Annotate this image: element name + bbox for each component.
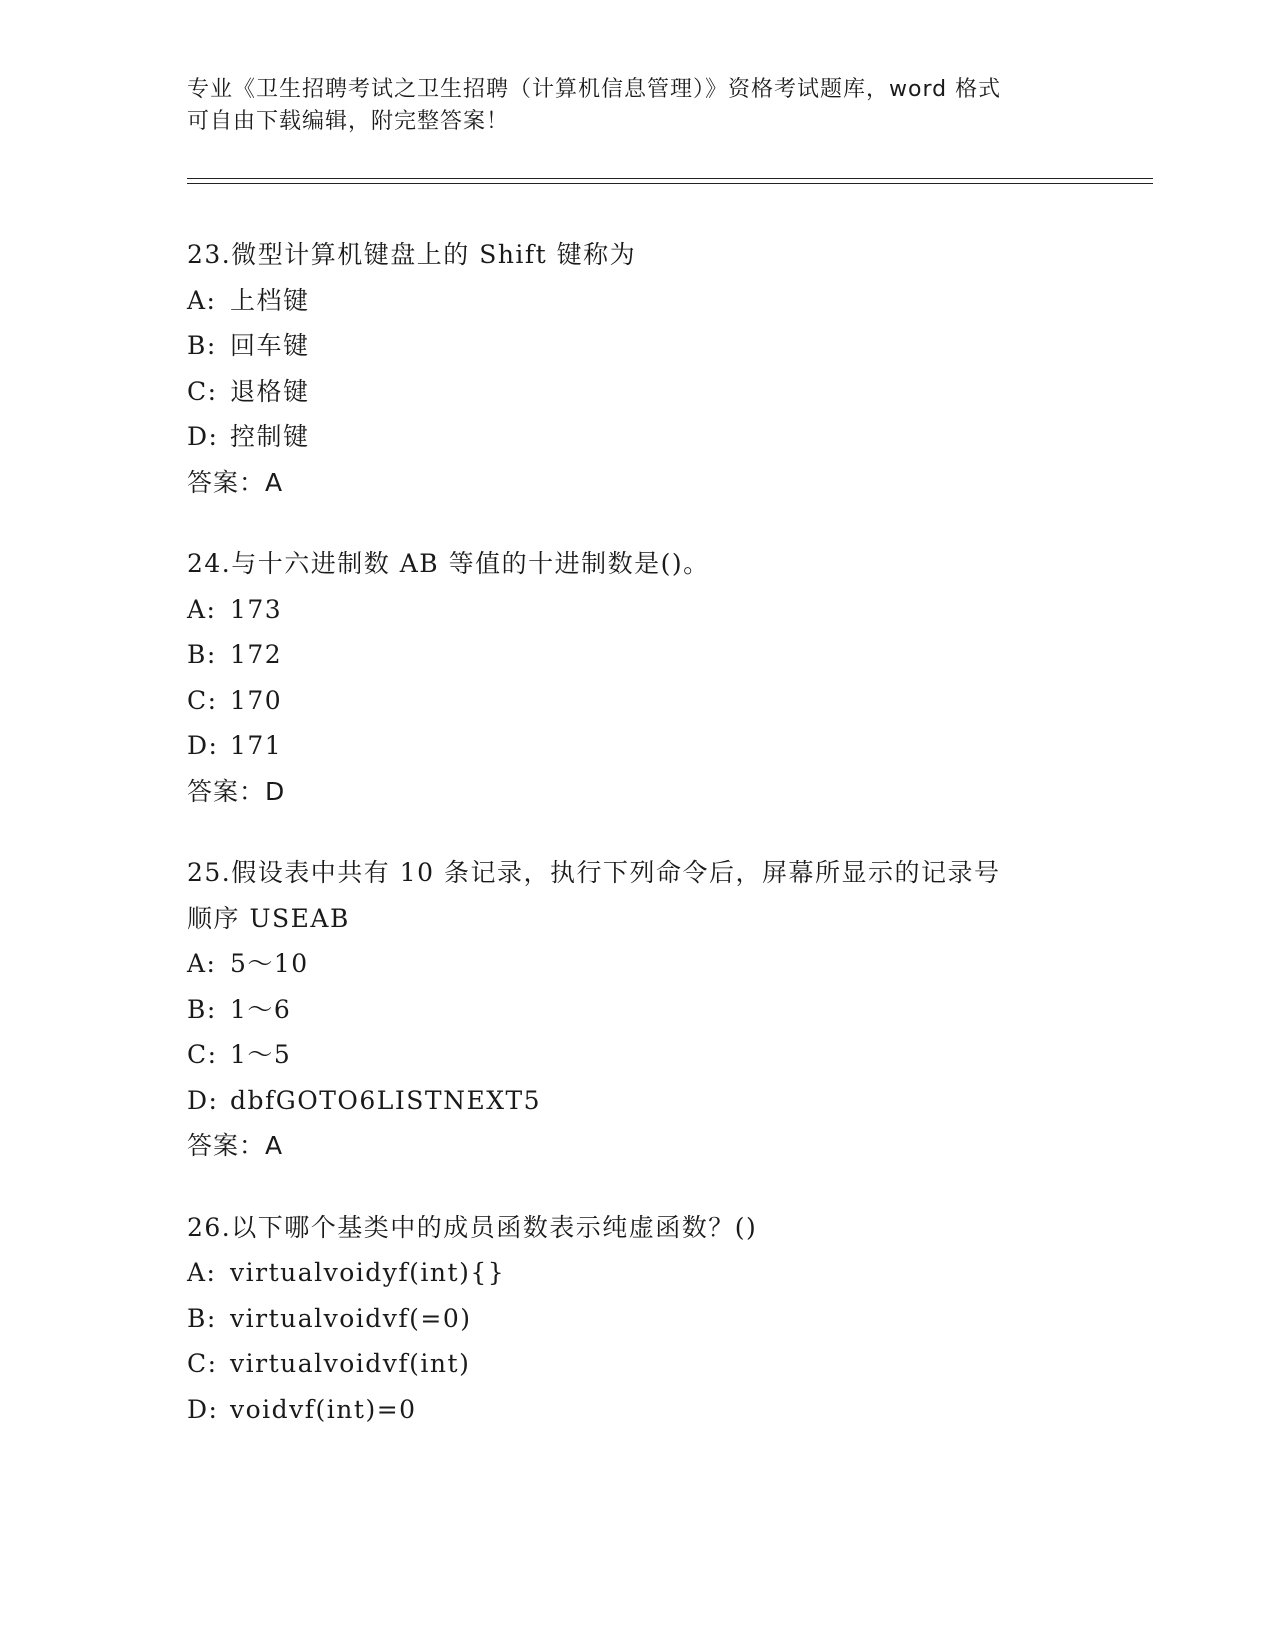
option-a	[187, 1250, 1087, 1296]
option-b	[187, 632, 1087, 678]
option-d	[187, 414, 1087, 460]
option-letter: C:	[187, 1349, 218, 1378]
question-title-continued: 顺序 USEAB	[187, 903, 350, 933]
option-text: voidvf(int)=0	[230, 1394, 417, 1424]
question-list	[187, 232, 1087, 1468]
question-26	[187, 1205, 1087, 1433]
question-title: 26.以下哪个基类中的成员函数表示纯虚函数？()	[187, 1212, 758, 1242]
option-text: 172	[230, 640, 283, 669]
question-25	[187, 850, 1087, 1169]
header-divider	[187, 178, 1153, 184]
question-title: 23.微型计算机键盘上的 Shift 键称为	[187, 240, 637, 269]
option-a	[187, 941, 1087, 987]
option-text: virtualvoidyf(int){}	[230, 1258, 506, 1287]
option-text: 退格键	[230, 376, 310, 406]
option-d	[187, 1387, 1087, 1433]
option-text: virtualvoidvf(int)	[230, 1349, 471, 1378]
option-text: 170	[230, 685, 283, 715]
answer-line: 答案：D	[187, 776, 286, 806]
option-letter: A:	[187, 1258, 217, 1287]
answer-line: 答案：A	[187, 1131, 284, 1160]
option-letter: D:	[187, 731, 219, 760]
option-letter: D:	[187, 1085, 219, 1115]
option-letter: C:	[187, 376, 218, 406]
option-b	[187, 323, 1087, 369]
question-23	[187, 232, 1087, 505]
option-letter: C:	[187, 685, 218, 715]
option-text: 上档键	[230, 285, 310, 315]
option-b	[187, 1296, 1087, 1342]
option-text: dbfGOTO6LISTNEXT5	[230, 1085, 542, 1115]
option-d	[187, 1078, 1087, 1124]
option-letter: A:	[187, 285, 217, 315]
option-letter: C:	[187, 1040, 218, 1069]
option-text: 5～10	[230, 949, 309, 978]
option-c	[187, 1032, 1087, 1078]
option-letter: A:	[187, 594, 217, 624]
option-text: 1～6	[230, 994, 292, 1024]
header-line-2: 可自由下载编辑，附完整答案！	[187, 109, 510, 134]
header-line-1: 专业《卫生招聘考试之卫生招聘（计算机信息管理）》资格考试题库，word 格式	[187, 77, 1002, 102]
option-c	[187, 678, 1087, 724]
answer-line: 答案：A	[187, 467, 284, 497]
option-c	[187, 1341, 1087, 1387]
option-letter: D:	[187, 1394, 219, 1424]
option-letter: D:	[187, 422, 219, 451]
question-title: 25.假设表中共有 10 条记录，执行下列命令后，屏幕所显示的记录号	[187, 858, 1001, 887]
option-a	[187, 278, 1087, 324]
question-title: 24.与十六进制数 AB 等值的十进制数是()。	[187, 549, 710, 578]
option-b	[187, 987, 1087, 1033]
option-text: 1～5	[230, 1040, 292, 1069]
option-d	[187, 723, 1087, 769]
option-text: 171	[230, 731, 283, 760]
option-text: virtualvoidvf(=0)	[230, 1303, 472, 1333]
option-text: 173	[230, 594, 283, 624]
option-letter: B:	[187, 640, 217, 669]
question-24	[187, 541, 1087, 814]
option-letter: A:	[187, 949, 217, 978]
option-letter: B:	[187, 1303, 217, 1333]
option-text: 控制键	[230, 422, 310, 451]
option-letter: B:	[187, 331, 217, 360]
document-header	[187, 74, 1087, 138]
option-text: 回车键	[230, 331, 310, 360]
option-letter: B:	[187, 994, 217, 1024]
option-a	[187, 587, 1087, 633]
option-c	[187, 369, 1087, 415]
